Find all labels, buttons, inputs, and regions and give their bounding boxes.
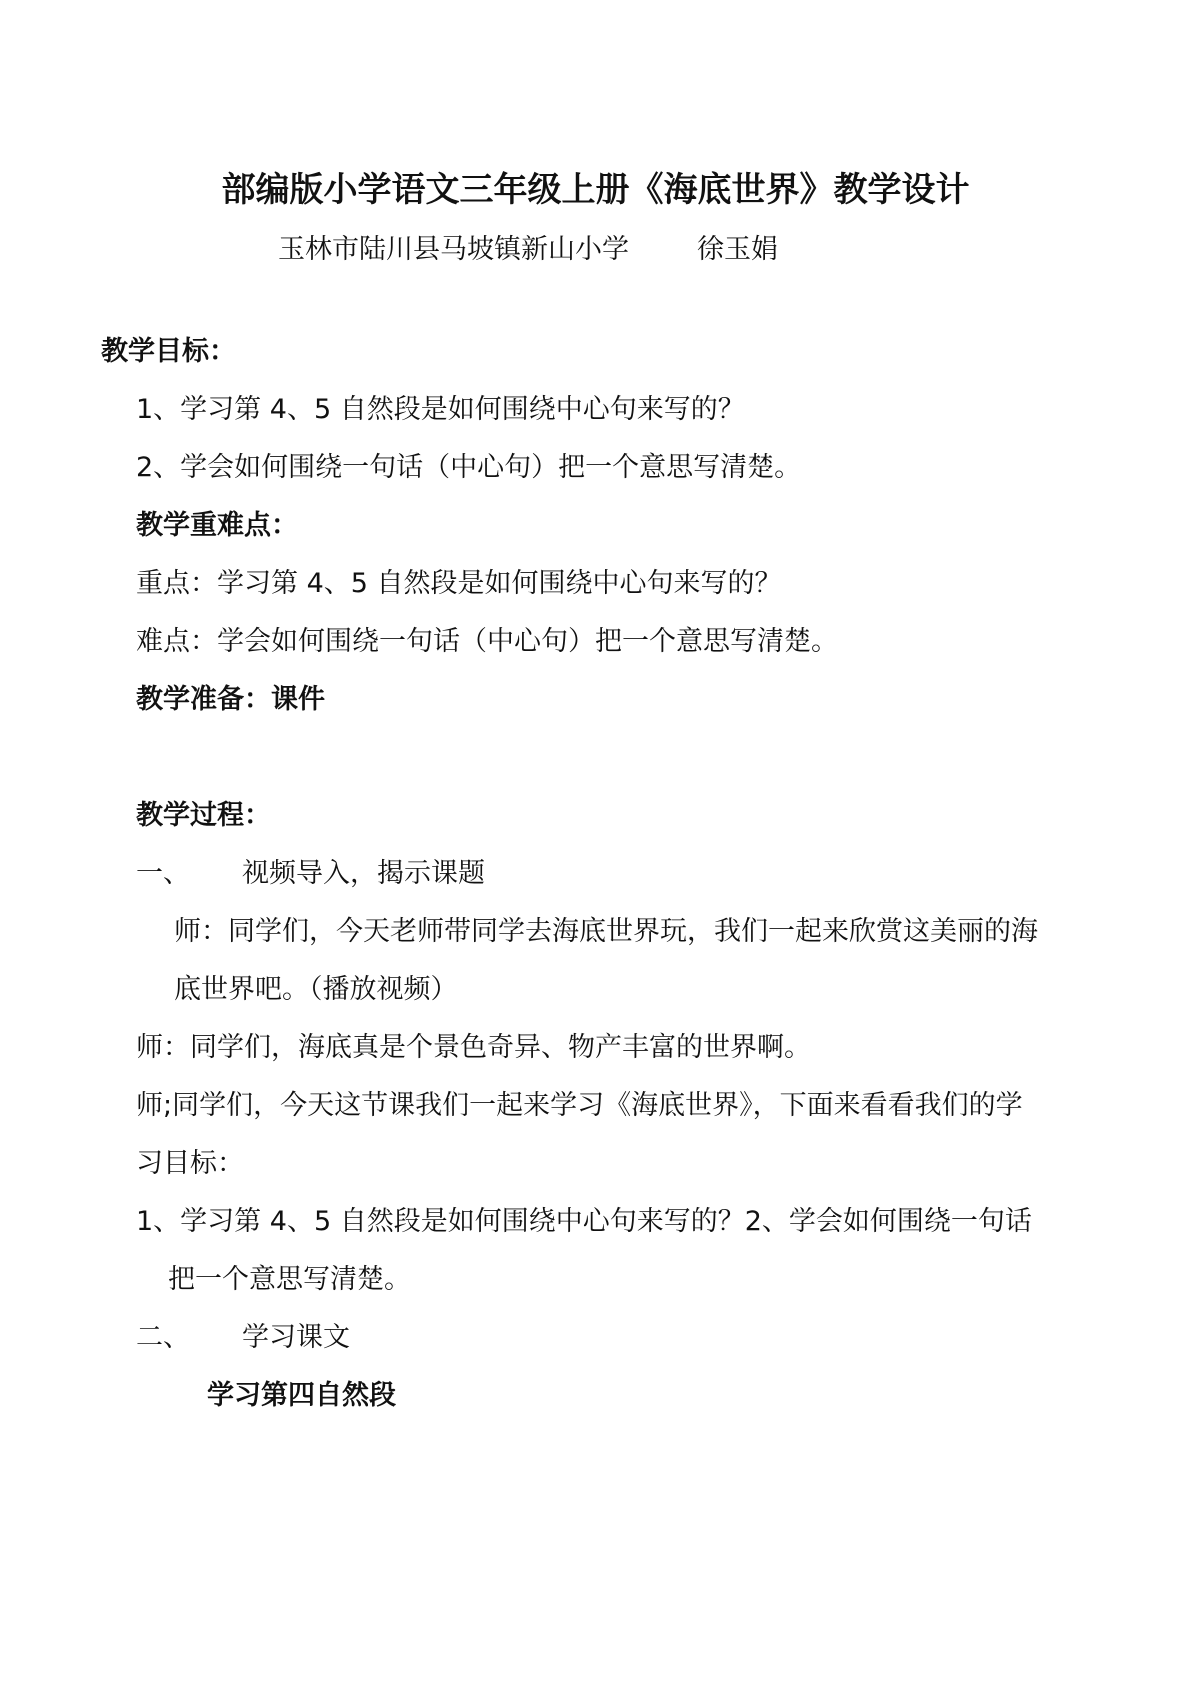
section-2-title: 学习课文 [242,1322,350,1353]
preparation-text: 教学准备：课件 [136,684,325,715]
section-1-heading [136,856,485,892]
process-heading: 教学过程： [136,800,271,831]
objectives-heading: 教学目标： [101,336,236,367]
paragraph-3-line-2: 习目标： [136,1148,244,1179]
section-2-number: 二、 [136,1322,190,1353]
section-2-heading [136,1320,350,1356]
section-1-title: 视频导入，揭示课题 [242,858,485,889]
paragraph-1-line-1: 师：同学们，今天老师带同学去海底世界玩，我们一起来欣赏这美丽的海 [174,916,1038,947]
paragraph-4-line-2: 把一个意思写清楚。 [168,1264,411,1295]
author-line [278,232,778,268]
document-title: 部编版小学语文三年级上册《海底世界》教学设计 [221,170,970,210]
paragraph-4-line-1: 1、学习第 4、5 自然段是如何围绕中心句来写的？2、学会如何围绕一句话 [136,1206,1032,1237]
key-point-text: 重点：学习第 4、5 自然段是如何围绕中心句来写的？ [136,568,782,599]
objective-item-2: 2、学会如何围绕一句话（中心句）把一个意思写清楚。 [136,452,802,483]
paragraph-3-line-1: 师;同学们，今天这节课我们一起来学习《海底世界》，下面来看看我们的学 [136,1090,1023,1121]
section-2-subheading: 学习第四自然段 [207,1380,396,1411]
key-points-heading: 教学重难点： [136,510,298,541]
objective-item-1: 1、学习第 4、5 自然段是如何围绕中心句来写的？ [136,394,745,425]
school-name: 玉林市陆川县马坡镇新山小学 [278,234,629,265]
difficulty-text: 难点：学会如何围绕一句话（中心句）把一个意思写清楚。 [136,626,838,657]
section-1-number: 一、 [136,858,190,889]
paragraph-1-line-2: 底世界吧。（播放视频） [174,974,458,1005]
paragraph-2: 师：同学们，海底真是个景色奇异、物产丰富的世界啊。 [136,1032,811,1063]
author-name: 徐玉娟 [697,234,778,265]
